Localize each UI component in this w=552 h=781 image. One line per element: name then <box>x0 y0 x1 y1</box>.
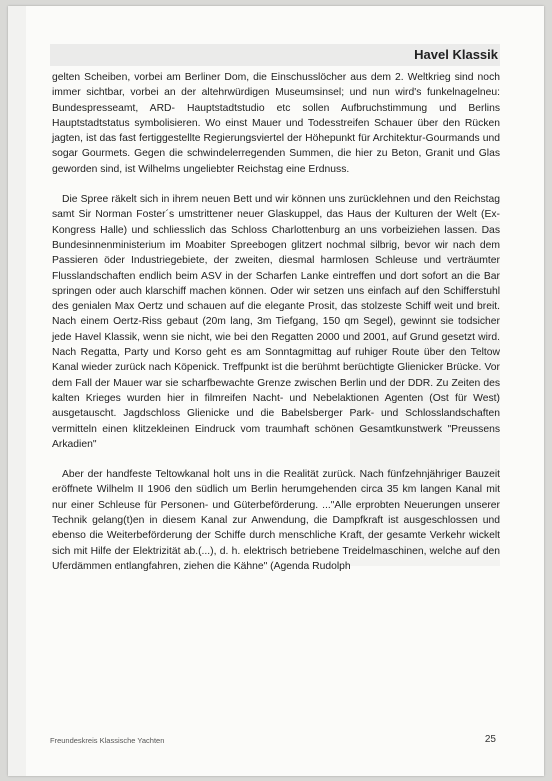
paragraph-1: gelten Scheiben, vorbei am Berliner Dom, die Einschusslöcher aus dem 2. Weltkrieg sind noch immer sichtbar, vorbei an der altehrwürdigen Museumsinsel; und nun wird's funkelnagelneu: Bundespresseamt, ARD- Hauptstadtstudio etc sollen Aufbruchstimmung und Berlins Hauptstadtstatus symbolisieren. Wo einst Mauer und Todesstreifen Schauer über den Rücken jagten, ist das fast fertiggestellte Regierungsviertel der Höhepunkt für Architektur-Gourmands und sogar Gourmets. Gegen die schwindelerregenden Summen, die hier zu Beton, Granit und Glas geworden sind, ist Wilhelms ungeliebter Reichstag eine Erdnuss. <box>52 72 500 175</box>
document-page <box>8 6 544 776</box>
section-title: Havel Klassik <box>414 47 498 62</box>
paragraph-2: Die Spree räkelt sich in ihrem neuen Bett und wir können uns zurücklehnen und den Reichstag samt Sir Norman Foster´s umstrittener neuer Glaskuppel, das Haus der Kulturen der Welt (Ex-Kongress Halle) und schliesslich das Schloss Charlottenburg an uns vorbeiziehen lassen. Das Bundesinnenministerium im Moabiter Spreebogen glitzert nochmal silbrig, bevor wir nach dem Passieren öder Industriegebiete, der zweiten, diesmal harmlosen Schleuse und verträumter Flusslandschaften endlich beim ASV in der Scharfen Lanke eintreffen und dort sofort an die Bar springen oder auch klarschiff machen können. Oder wir setzen uns einfach auf den Schifferstuhl des genialen Max Oertz und schauen auf die elegante Prosit, das stolzeste Schiff weit und breit. Nach einem Oertz-Riss gebaut (20m lang, 3m Tiefgang, 150 qm Segel), gewinnt sie todsicher jede Havel Klassik, wenn sie nicht, wie bei den Regatten 2000 und 2001, auf Grund gesetzt wird. Nach Regatta, Party und Korso geht es am Sonntagmittag auf ruhiger Route über den Teltow Kanal wieder zurück nach Köpenick. Treffpunkt ist die berühmt berüchtigte Glienicker Brücke. Vor dem Fall der Mauer war sie scharfbewachte Grenze zwischen Berlin und der DDR. Zu Zeiten des kalten Krieges wurden hier in filmreifen Nacht- und Nebelaktionen Agenten (Ost für West) ausgetauscht. Jagdschloss Glienicke und die Babelsberger Park- und Schlosslandschaften vermitteln einen klitzekleinen Eindruck vom traumhaft schönen Gesamtkunstwerk "Preussens Arkadien" <box>52 194 500 450</box>
article-body <box>52 70 500 574</box>
page-number: 25 <box>484 734 496 745</box>
footer-publisher: Freundeskreis Klassische Yachten <box>50 736 165 745</box>
paragraph-3: Aber der handfeste Teltowkanal holt uns in die Realität zurück. Nach fünfzehnjähriger Bauzeit eröffnete Wilhelm II 1906 den südlich um Berlin herumgehenden circa 35 km langen Kanal mit nur einer Schleuse für Personen- und Güterbeförderung. ..."Alle erprobten Neuerungen unserer Technik gelang(t)en in diesem Kanal zur Anwendung, die Dampfkraft ist ausgeschlossen und ebenso die Weiterbeförderung der Schiffe durch menschliche Kraft, der gesamte Verkehr wickelt sich mit Hilfe der Elektrizität ab.(...), d. h. elektrisch betriebene Treidelmaschinen, welche auf den Uferdämmen entlangfahren, ziehen die Kähne" (Agenda Rudolph <box>52 469 500 572</box>
page-edge-shading <box>8 6 26 776</box>
